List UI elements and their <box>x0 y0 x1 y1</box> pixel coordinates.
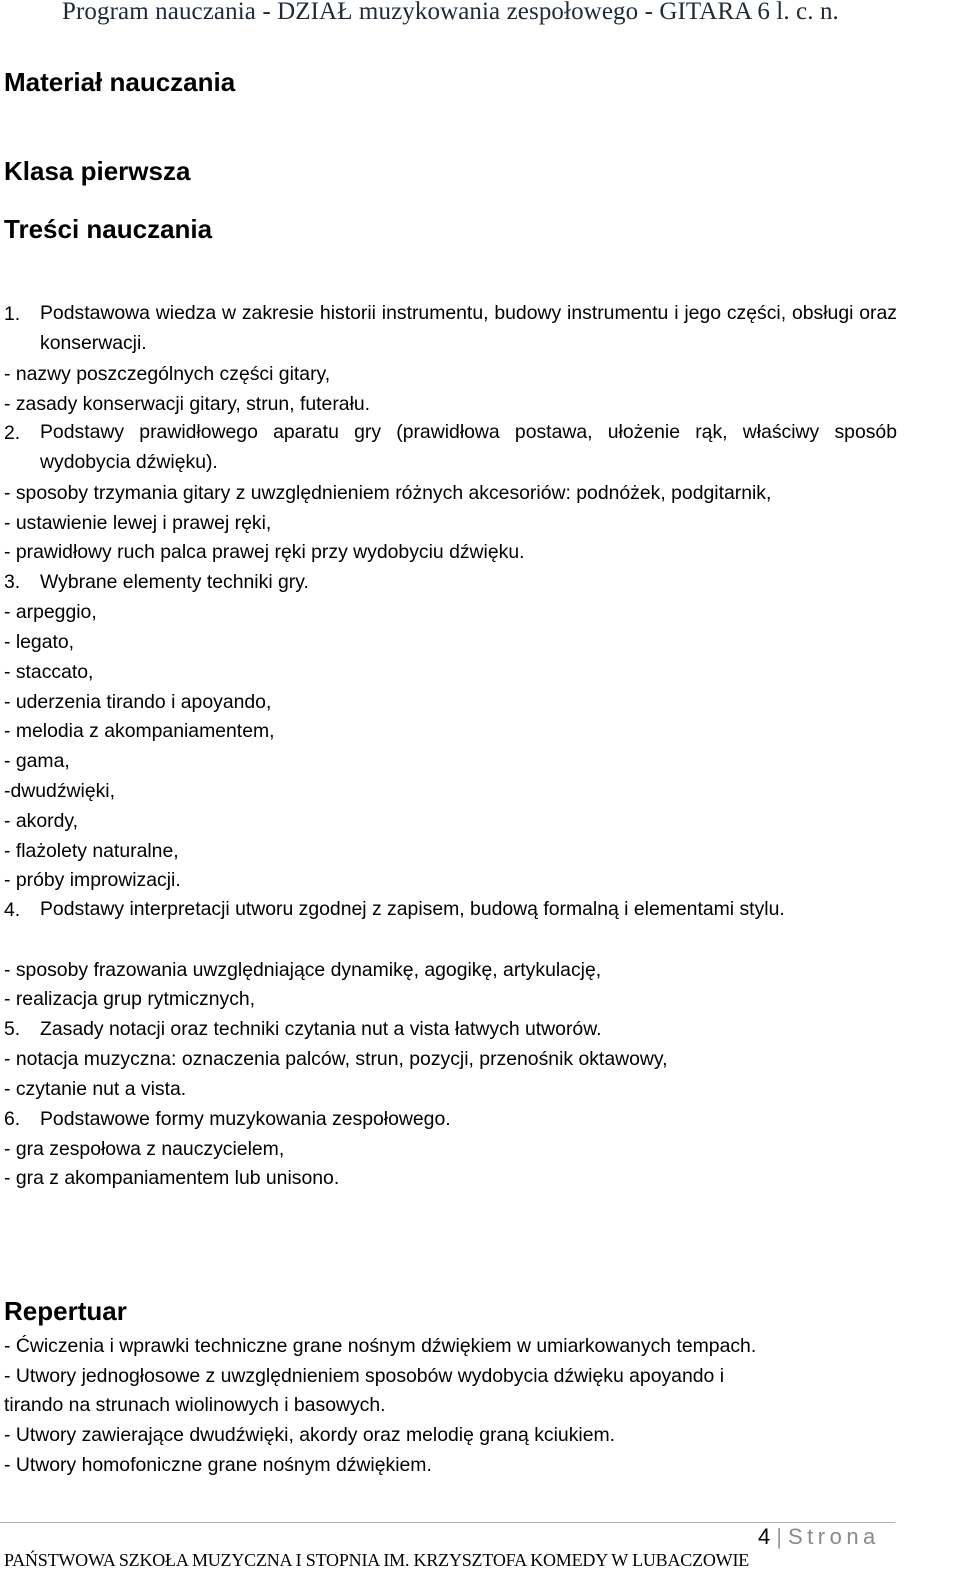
item-number: 5. <box>4 1018 21 1040</box>
bullet-line: - sposoby frazowania uwzględniające dynamikę, agogikę, artykulację, <box>4 959 602 981</box>
repertoire-line: - Utwory homofoniczne grane nośnym dźwiękiem. <box>4 1454 432 1476</box>
page-label: Strona <box>787 1524 880 1549</box>
numbered-item: Podstawowa wiedza w zakresie historii instrumentu, budowy instrumentu i jego części, obsługi oraz konserwacji. <box>40 302 897 354</box>
bullet-line: - próby improwizacji. <box>4 869 181 891</box>
bullet-line: - realizacja grup rytmicznych, <box>4 988 256 1010</box>
bullet-line: - uderzenia tirando i apoyando, <box>4 691 272 713</box>
bullet-line: - czytanie nut a vista. <box>4 1078 187 1100</box>
repertoire-line: - Ćwiczenia i wprawki techniczne grane nośnym dźwiękiem w umiarkowanych tempach. <box>4 1335 757 1357</box>
footer-school-name: PAŃSTWOWA SZKOŁA MUZYCZNA I STOPNIA IM. KRZYSZTOFA KOMEDY W LUBACZOWIE <box>4 1550 750 1570</box>
repertoire-line: - Utwory zawierające dwudźwięki, akordy oraz melodię graną kciukiem. <box>4 1424 616 1446</box>
bullet-line: - flażolety naturalne, <box>4 840 179 862</box>
bullet-line: - staccato, <box>4 661 94 683</box>
bullet-line: - gra zespołowa z nauczycielem, <box>4 1138 285 1160</box>
page-separator: | <box>776 1524 782 1549</box>
item-number: 4. <box>4 899 21 921</box>
bullet-line: - prawidłowy ruch palca prawej ręki przy wydobyciu dźwięku. <box>4 541 525 563</box>
class-heading: Klasa pierwsza <box>4 156 191 186</box>
running-header: Program nauczania - DZIAŁ muzykowania zespołowego - GITARA 6 l. c. n. <box>62 0 839 25</box>
bullet-line: - notacja muzyczna: oznaczenia palców, strun, pozycji, przenośnik oktawowy, <box>4 1048 668 1070</box>
bullet-line: - gra z akompaniamentem lub unisono. <box>4 1167 340 1189</box>
repertoire-heading: Repertuar <box>4 1296 127 1326</box>
page-number-block <box>758 1522 880 1552</box>
section-title-material: Materiał nauczania <box>4 67 236 97</box>
bullet-line: - sposoby trzymania gitary z uwzględnieniem różnych akcesoriów: podnóżek, podgitarnik, <box>4 482 772 504</box>
page-number: 4 <box>758 1524 771 1549</box>
bullet-line: - akordy, <box>4 810 78 832</box>
bullet-line: - nazwy poszczególnych części gitary, <box>4 363 331 385</box>
item-number: 3. <box>4 571 21 593</box>
item-number: 2. <box>4 422 21 444</box>
numbered-item: Wybrane elementy techniki gry. <box>40 571 309 593</box>
item-number: 1. <box>4 303 21 325</box>
bullet-line: -dwudźwięki, <box>4 780 115 802</box>
repertoire-line: tirando na strunach wiolinowych i basowych. <box>4 1394 386 1416</box>
bullet-line: - gama, <box>4 750 70 772</box>
bullet-line: - zasady konserwacji gitary, strun, futerału. <box>4 393 371 415</box>
numbered-item: Zasady notacji oraz techniki czytania nut a vista łatwych utworów. <box>40 1018 602 1040</box>
numbered-item: Podstawowe formy muzykowania zespołowego. <box>40 1108 451 1130</box>
bullet-line: - arpeggio, <box>4 601 97 623</box>
numbered-item: Podstawy prawidłowego aparatu gry (prawidłowa postawa, ułożenie rąk, właściwy sposób wydobycia dźwięku). <box>40 421 897 473</box>
contents-heading: Treści nauczania <box>4 214 213 244</box>
numbered-item: Podstawy interpretacji utworu zgodnej z zapisem, budową formalną i elementami stylu. <box>40 898 785 920</box>
bullet-line: - ustawienie lewej i prawej ręki, <box>4 512 272 534</box>
bullet-line: - legato, <box>4 631 75 653</box>
repertoire-line: - Utwory jednogłosowe z uwzględnieniem sposobów wydobycia dźwięku apoyando i <box>4 1365 725 1387</box>
item-number: 6. <box>4 1108 21 1130</box>
bullet-line: - melodia z akompaniamentem, <box>4 720 275 742</box>
